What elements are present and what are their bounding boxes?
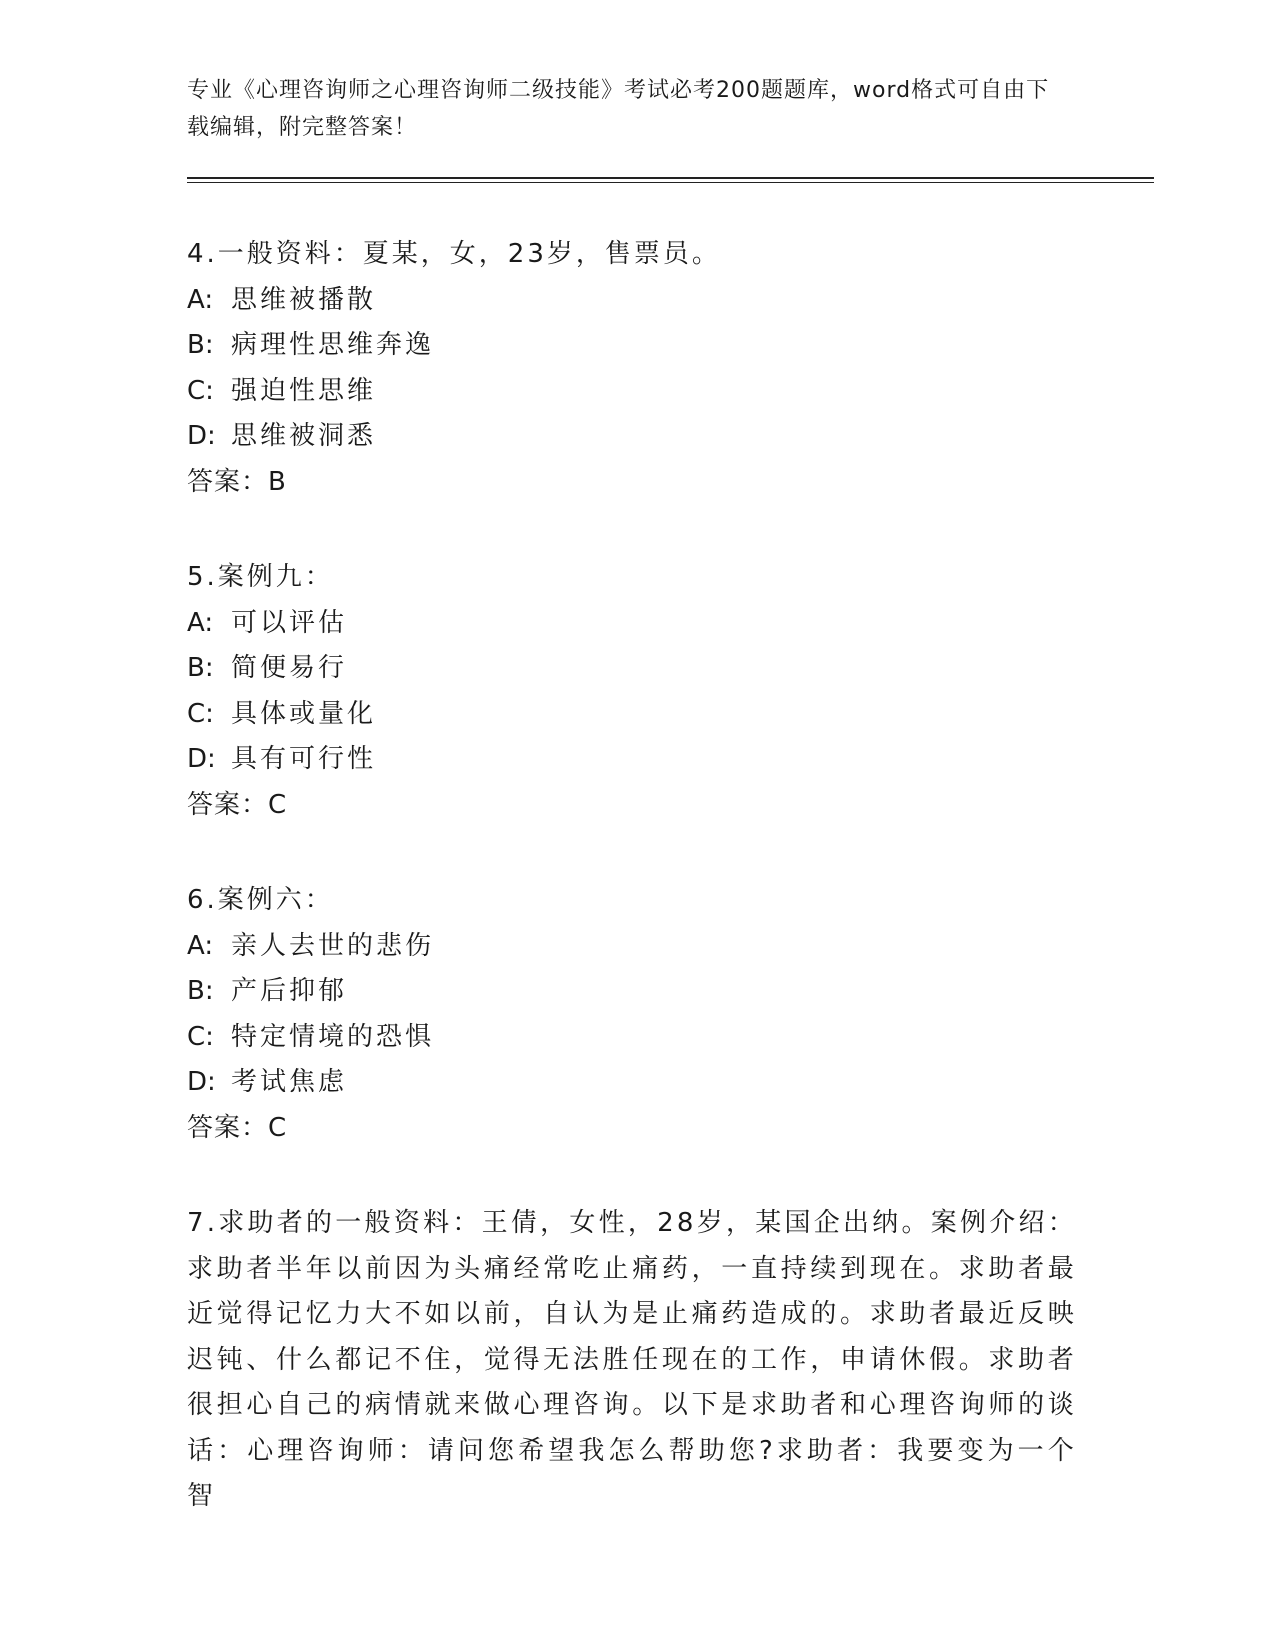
option-text: 简便易行 bbox=[231, 653, 348, 683]
option-letter: A: bbox=[187, 607, 214, 638]
option-b bbox=[187, 969, 1077, 1015]
option-d bbox=[187, 1060, 1077, 1106]
option-text: 产后抑郁 bbox=[231, 976, 348, 1006]
option-c bbox=[187, 369, 1077, 415]
option-a bbox=[187, 924, 1077, 970]
document-header: 专业《心理咨询师之心理咨询师二级技能》考试必考200题题库，word格式可自由下载编辑，附完整答案！ bbox=[187, 78, 1050, 140]
option-letter: B: bbox=[187, 653, 214, 683]
question-stem-paragraph: 7.求助者的一般资料：王倩，女性，28岁，某国企出纳。案例介绍：求助者半年以前因为头痛经常吃止痛药，一直持续到现在。求助者最近觉得记忆力大不如以前，自认为是止痛药造成的。求助者最近反映迟钝、什么都记不住，觉得无法胜任现在的工作，申请休假。求助者很担心自己的病情就来做心理咨询。以下是求助者和心理咨询师的谈话：心理咨询师：请问您希望我怎么帮助您?求助者：我要变为一个智 bbox=[187, 1208, 1077, 1511]
option-letter: D: bbox=[187, 1067, 216, 1097]
option-letter: B: bbox=[187, 330, 214, 360]
option-letter: C: bbox=[187, 1021, 214, 1052]
option-text: 思维被洞悉 bbox=[231, 421, 377, 451]
option-b bbox=[187, 323, 1077, 369]
question-4 bbox=[187, 232, 1077, 505]
option-letter: C: bbox=[187, 698, 214, 729]
option-a bbox=[187, 601, 1077, 647]
question-stem: 5.案例九： bbox=[187, 562, 334, 592]
option-letter: D: bbox=[187, 744, 216, 774]
question-5 bbox=[187, 555, 1077, 828]
header-divider-thick bbox=[187, 177, 1154, 179]
option-letter: A: bbox=[187, 284, 214, 315]
option-d bbox=[187, 414, 1077, 460]
option-text: 考试焦虑 bbox=[231, 1067, 348, 1097]
option-c bbox=[187, 1015, 1077, 1061]
option-text: 病理性思维奔逸 bbox=[231, 330, 435, 360]
option-c bbox=[187, 692, 1077, 738]
question-stem: 6.案例六： bbox=[187, 885, 334, 915]
option-text: 具有可行性 bbox=[231, 744, 377, 774]
option-text: 亲人去世的悲伤 bbox=[231, 930, 435, 961]
answer-line: 答案：B bbox=[187, 466, 287, 497]
option-letter: A: bbox=[187, 930, 214, 961]
option-text: 可以评估 bbox=[231, 607, 348, 638]
option-a bbox=[187, 278, 1077, 324]
option-letter: D: bbox=[187, 421, 216, 451]
question-7 bbox=[187, 1201, 1077, 1520]
option-text: 思维被播散 bbox=[231, 284, 377, 315]
question-list bbox=[187, 232, 1077, 1570]
option-letter: C: bbox=[187, 375, 214, 406]
answer-line: 答案：C bbox=[187, 789, 288, 820]
option-text: 具体或量化 bbox=[231, 698, 377, 729]
answer-line: 答案：C bbox=[187, 1112, 288, 1143]
option-letter: B: bbox=[187, 976, 214, 1006]
option-d bbox=[187, 737, 1077, 783]
header-divider-thin bbox=[187, 182, 1154, 183]
option-b bbox=[187, 646, 1077, 692]
option-text: 强迫性思维 bbox=[231, 375, 377, 406]
question-6 bbox=[187, 878, 1077, 1151]
option-text: 特定情境的恐惧 bbox=[231, 1021, 435, 1052]
question-stem: 4.一般资料：夏某，女，23岁，售票员。 bbox=[187, 239, 721, 269]
